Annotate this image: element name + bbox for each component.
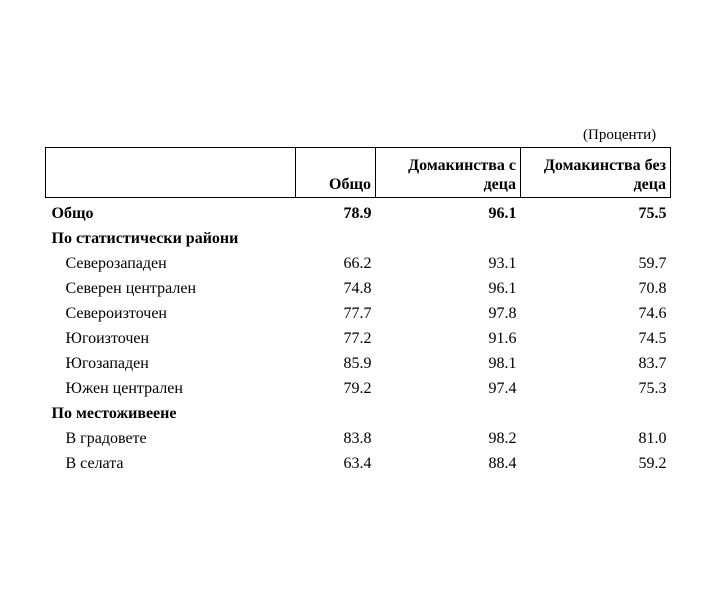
table-row (46, 426, 671, 451)
cell-without-children: 75.3 (638, 380, 667, 397)
cell-total: 74.8 (343, 280, 372, 297)
table-row (46, 351, 671, 376)
header-without-children: Домакинства без деца (521, 148, 671, 198)
row-label: Северен централен (65, 280, 196, 297)
table-row (46, 301, 671, 326)
cell-with-children: 93.1 (488, 255, 517, 272)
cell-with-children: 98.1 (488, 355, 517, 372)
section-label: По статистически райони (51, 230, 239, 247)
cell-without-children: 81.0 (638, 430, 667, 447)
cell-with-children: 97.4 (488, 380, 517, 397)
table-row (46, 326, 671, 351)
unit-note: (Проценти) (583, 127, 657, 143)
table-row (46, 376, 671, 401)
row-label: Югоизточен (65, 330, 150, 347)
cell-total: 77.7 (343, 305, 372, 322)
row-label: Югозападен (65, 355, 149, 372)
cell-without-children: 83.7 (638, 355, 667, 372)
row-label: В градовете (65, 430, 147, 447)
row-label: Общо (51, 205, 94, 222)
cell-without-children: 74.5 (638, 330, 667, 347)
cell-total: 66.2 (343, 255, 372, 272)
cell-total: 79.2 (343, 380, 372, 397)
cell-with-children: 96.1 (488, 205, 517, 222)
cell-total: 77.2 (343, 330, 372, 347)
table-row (46, 251, 671, 276)
table-row (46, 276, 671, 301)
cell-total: 85.9 (343, 355, 372, 372)
cell-total: 83.8 (343, 430, 372, 447)
cell-with-children: 98.2 (488, 430, 517, 447)
table-row (46, 451, 671, 476)
cell-with-children: 97.8 (488, 305, 517, 322)
section-heading-regions (46, 226, 671, 251)
cell-total: 78.9 (343, 205, 372, 222)
section-label: По местоживеене (51, 405, 177, 422)
section-heading-residence (46, 401, 671, 426)
cell-without-children: 75.5 (638, 205, 667, 222)
table-row-total (46, 198, 671, 227)
row-label: Северозападен (65, 255, 167, 272)
header-total: Общо (296, 148, 376, 198)
cell-with-children: 91.6 (488, 330, 517, 347)
cell-with-children: 96.1 (488, 280, 517, 297)
cell-without-children: 74.6 (638, 305, 667, 322)
cell-without-children: 70.8 (638, 280, 667, 297)
header-with-children: Домакинства с деца (376, 148, 521, 198)
row-label: В селата (65, 455, 124, 472)
statistics-table (45, 147, 671, 476)
header-row (46, 148, 671, 198)
cell-total: 63.4 (343, 455, 372, 472)
cell-with-children: 88.4 (488, 455, 517, 472)
row-label: Североизточен (65, 305, 167, 322)
row-label: Южен централен (65, 380, 183, 397)
cell-without-children: 59.7 (638, 255, 667, 272)
header-label (46, 148, 296, 198)
cell-without-children: 59.2 (638, 455, 667, 472)
